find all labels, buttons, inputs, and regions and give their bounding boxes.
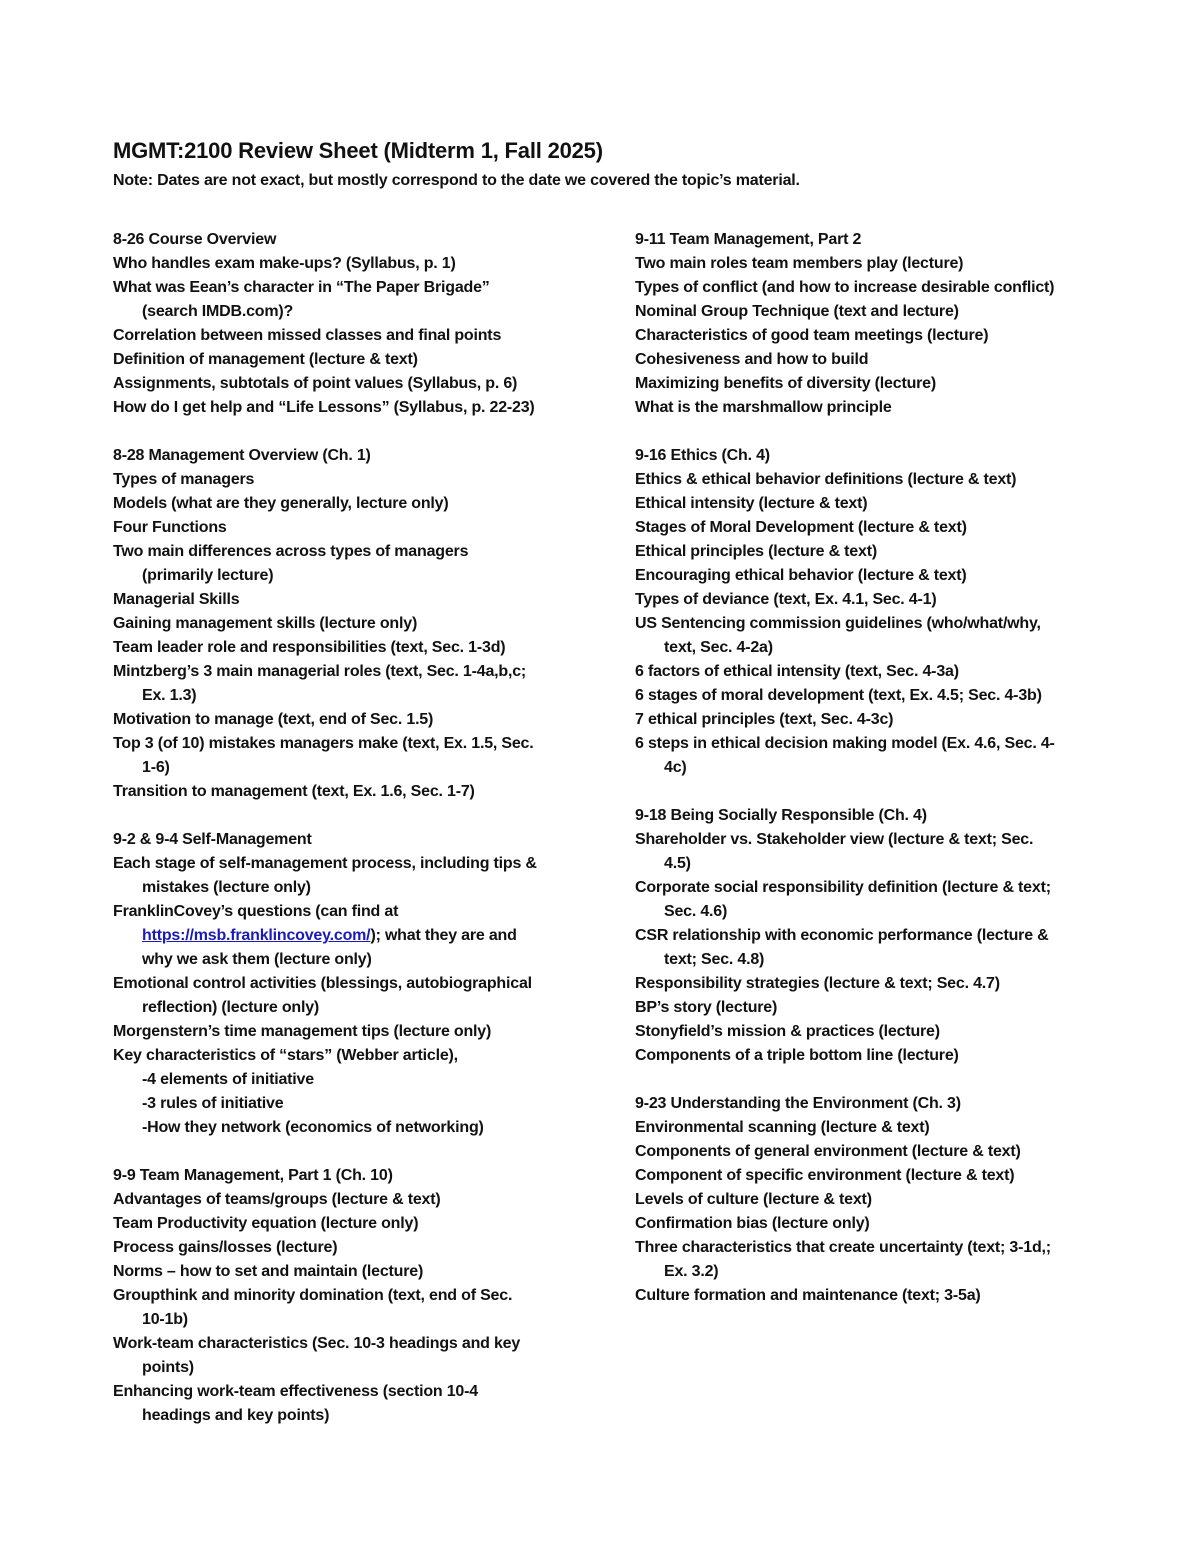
review-item: Confirmation bias (lecture only) — [635, 1215, 870, 1232]
section-self-management — [113, 828, 583, 1140]
review-item: Team leader role and responsibilities (text, Sec. 1-3d) — [113, 639, 506, 656]
section-ethics — [635, 444, 1105, 780]
review-item: BP’s story (lecture) — [635, 999, 778, 1016]
review-item: Two main differences across types of managers — [113, 543, 469, 560]
review-item: Nominal Group Technique (text and lecture) — [635, 303, 959, 320]
review-item: Component of specific environment (lecture & text) — [635, 1167, 1015, 1184]
review-item: Key characteristics of “stars” (Webber article), — [113, 1047, 458, 1064]
page-note: Note: Dates are not exact, but mostly correspond to the date we covered the topic’s material. — [113, 172, 800, 189]
review-item: Maximizing benefits of diversity (lecture) — [635, 375, 936, 392]
review-item-continuation: (search IMDB.com)? — [142, 303, 294, 320]
section-environment — [635, 1092, 1105, 1308]
review-item-continuation: 10-1b) — [142, 1311, 188, 1328]
review-item-continuation: Ex. 1.3) — [142, 687, 197, 704]
page-title: MGMT:2100 Review Sheet (Midterm 1, Fall 2025) — [113, 138, 603, 163]
review-item: Culture formation and maintenance (text; 3-5a) — [635, 1287, 981, 1304]
review-item: 7 ethical principles (text, Sec. 4-3c) — [635, 711, 894, 728]
review-item: Ethical intensity (lecture & text) — [635, 495, 868, 512]
review-item: Groupthink and minority domination (text, end of Sec. — [113, 1287, 513, 1304]
section-team-management-1 — [113, 1164, 583, 1428]
review-item: Components of general environment (lecture & text) — [635, 1143, 1021, 1160]
section-heading: 9-23 Understanding the Environment (Ch. 3) — [635, 1095, 961, 1112]
section-management-overview — [113, 444, 583, 804]
review-item: Levels of culture (lecture & text) — [635, 1191, 872, 1208]
review-item: How do I get help and “Life Lessons” (Syllabus, p. 22-23) — [113, 399, 535, 416]
section-team-management-2 — [635, 228, 1105, 420]
review-item: Types of deviance (text, Ex. 4.1, Sec. 4-1) — [635, 591, 937, 608]
review-item: Mintzberg’s 3 main managerial roles (text, Sec. 1-4a,b,c; — [113, 663, 527, 680]
review-item-continuation: why we ask them (lecture only) — [142, 951, 372, 968]
review-item: Motivation to manage (text, end of Sec. 1.5) — [113, 711, 434, 728]
review-item: US Sentencing commission guidelines (who/what/why, — [635, 615, 1041, 632]
review-item-continuation: text; Sec. 4.8) — [664, 951, 765, 968]
review-item: FranklinCovey’s questions (can find at — [113, 903, 399, 920]
review-item: Enhancing work-team effectiveness (section 10-4 — [113, 1383, 478, 1400]
franklincovey-link[interactable]: https://msb.franklincovey.com/ — [142, 927, 371, 944]
review-item-continuation: 4.5) — [664, 855, 691, 872]
review-subitem: -3 rules of initiative — [142, 1095, 284, 1112]
section-heading: 9-2 & 9-4 Self-Management — [113, 831, 312, 848]
review-item-continuation: reflection) (lecture only) — [142, 999, 320, 1016]
review-subitem: -How they network (economics of networking) — [142, 1119, 484, 1136]
review-item: Models (what are they generally, lecture only) — [113, 495, 449, 512]
review-item: Corporate social responsibility definition (lecture & text; — [635, 879, 1051, 896]
review-item-continuation — [113, 924, 583, 948]
review-item: 6 factors of ethical intensity (text, Sec. 4-3a) — [635, 663, 959, 680]
review-item: Each stage of self-management process, including tips & — [113, 855, 537, 872]
review-item: Work-team characteristics (Sec. 10-3 headings and key — [113, 1335, 521, 1352]
review-item-continuation: 1-6) — [142, 759, 170, 776]
review-item: What is the marshmallow principle — [635, 399, 892, 416]
review-item: Gaining management skills (lecture only) — [113, 615, 418, 632]
review-item: 6 steps in ethical decision making model (Ex. 4.6, Sec. 4- — [635, 735, 1055, 752]
review-item: Three characteristics that create uncertainty (text; 3-1d,; — [635, 1239, 1051, 1256]
review-item-continuation: (primarily lecture) — [142, 567, 274, 584]
review-item: Environmental scanning (lecture & text) — [635, 1119, 930, 1136]
review-item: Stages of Moral Development (lecture & text) — [635, 519, 967, 536]
review-item-continuation: headings and key points) — [142, 1407, 330, 1424]
section-heading: 9-9 Team Management, Part 1 (Ch. 10) — [113, 1167, 393, 1184]
left-column — [113, 228, 583, 1452]
review-item: Components of a triple bottom line (lecture) — [635, 1047, 959, 1064]
section-heading: 9-16 Ethics (Ch. 4) — [635, 447, 770, 464]
section-heading: 9-18 Being Socially Responsible (Ch. 4) — [635, 807, 927, 824]
review-item: Team Productivity equation (lecture only) — [113, 1215, 419, 1232]
review-item: Managerial Skills — [113, 591, 240, 608]
review-item-continuation: points) — [142, 1359, 194, 1376]
section-heading: 8-28 Management Overview (Ch. 1) — [113, 447, 371, 464]
review-item: Assignments, subtotals of point values (Syllabus, p. 6) — [113, 375, 518, 392]
review-item: 6 stages of moral development (text, Ex. 4.5; Sec. 4-3b) — [635, 687, 1042, 704]
review-item: Who handles exam make-ups? (Syllabus, p. 1) — [113, 255, 456, 272]
review-item: Shareholder vs. Stakeholder view (lecture & text; Sec. — [635, 831, 1034, 848]
review-item: CSR relationship with economic performance (lecture & — [635, 927, 1049, 944]
review-subitem: -4 elements of initiative — [142, 1071, 314, 1088]
review-item: Top 3 (of 10) mistakes managers make (text, Ex. 1.5, Sec. — [113, 735, 534, 752]
review-item: Process gains/losses (lecture) — [113, 1239, 338, 1256]
review-item: Advantages of teams/groups (lecture & text) — [113, 1191, 441, 1208]
review-item: Stonyfield’s mission & practices (lecture) — [635, 1023, 940, 1040]
right-column — [635, 228, 1105, 1332]
review-item: Correlation between missed classes and final points — [113, 327, 502, 344]
review-item: Types of conflict (and how to increase desirable conflict) — [635, 279, 1055, 296]
review-item: Two main roles team members play (lecture) — [635, 255, 964, 272]
review-item-continuation: 4c) — [664, 759, 687, 776]
review-item: What was Eean’s character in “The Paper Brigade” — [113, 279, 490, 296]
review-item: Responsibility strategies (lecture & text; Sec. 4.7) — [635, 975, 1000, 992]
review-item-continuation: Sec. 4.6) — [664, 903, 728, 920]
review-item-continuation: Ex. 3.2) — [664, 1263, 719, 1280]
review-item: Ethical principles (lecture & text) — [635, 543, 877, 560]
review-item-text: ); what they are and — [370, 927, 517, 944]
review-item: Emotional control activities (blessings, autobiographical — [113, 975, 532, 992]
section-heading: 8-26 Course Overview — [113, 231, 277, 248]
review-item: Ethics & ethical behavior definitions (lecture & text) — [635, 471, 1017, 488]
review-item: Encouraging ethical behavior (lecture & text) — [635, 567, 967, 584]
review-item: Four Functions — [113, 519, 227, 536]
section-social-responsibility — [635, 804, 1105, 1068]
review-item-continuation: text, Sec. 4-2a) — [664, 639, 773, 656]
review-item: Norms – how to set and maintain (lecture) — [113, 1263, 424, 1280]
review-item: Characteristics of good team meetings (lecture) — [635, 327, 989, 344]
review-item: Definition of management (lecture & text) — [113, 351, 418, 368]
section-heading: 9-11 Team Management, Part 2 — [635, 231, 862, 248]
review-item-continuation: mistakes (lecture only) — [142, 879, 311, 896]
review-item: Cohesiveness and how to build — [635, 351, 869, 368]
review-item: Transition to management (text, Ex. 1.6, Sec. 1-7) — [113, 783, 475, 800]
review-item: Types of managers — [113, 471, 255, 488]
review-item: Morgenstern’s time management tips (lecture only) — [113, 1023, 492, 1040]
section-course-overview — [113, 228, 583, 420]
